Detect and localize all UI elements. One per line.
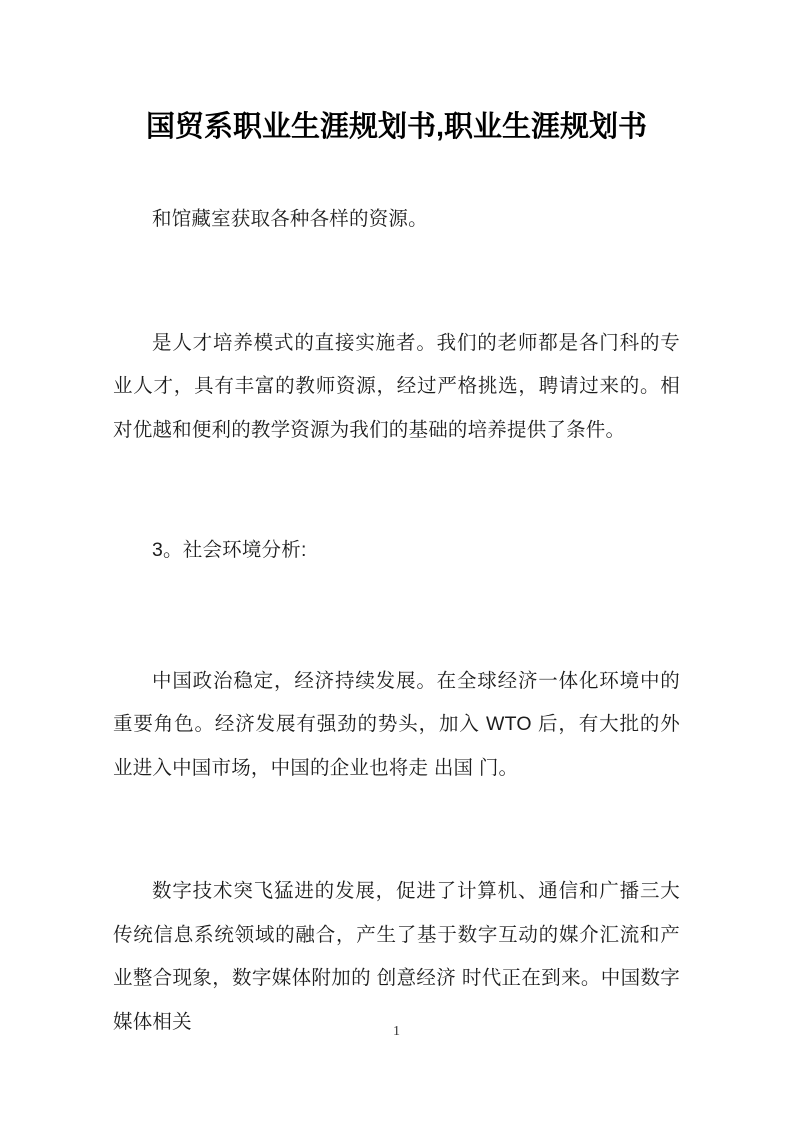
paragraph: 是人才培养模式的直接实施者。我们的老师都是各门科的专业人才，具有丰富的教师资源，经过严格挑选，聘请过来的。相对优越和便利的教学资源为我们的基础的培养提供了条件。 bbox=[113, 331, 680, 441]
document-title: 国贸系职业生涯规划书,职业生涯规划书 bbox=[145, 111, 648, 143]
section-heading: 3。社会环境分析: bbox=[152, 539, 307, 561]
paragraph: 中国政治稳定，经济持续发展。在全球经济一体化环境中的重要角色。经济发展有强劲的势头，加入 WTO 后，有大批的外业进入中国市场，中国的企业也将走 出国 门。 bbox=[113, 669, 680, 779]
paragraph: 和馆藏室获取各种各样的资源。 bbox=[152, 208, 428, 230]
page-number: 1 bbox=[393, 1024, 400, 1039]
paragraph: 数字技术突飞猛进的发展，促进了计算机、通信和广播三大传统信息系统领域的融合，产生了基于数字互动的媒介汇流和产业整合现象，数字媒体附加的 创意经济 时代正在到来。中国数字媒体相关 bbox=[113, 880, 680, 1033]
